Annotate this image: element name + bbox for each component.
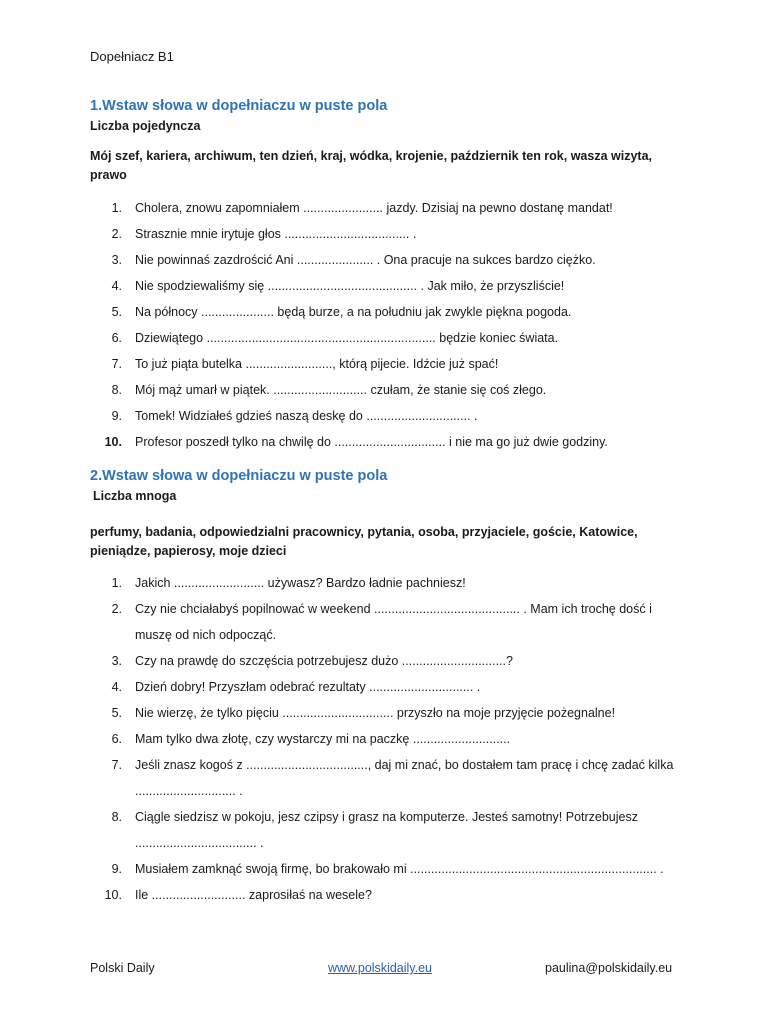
item-text: Czy nie chciałabyś popilnować w weekend .......................................... . Mam ich trochę dość i muszę od nich odpocząć. bbox=[135, 602, 652, 642]
footer-email: paulina@polskidaily.eu bbox=[545, 961, 673, 975]
exercise-item bbox=[90, 570, 680, 596]
item-text: Czy na prawdę do szczęścia potrzebujesz dużo ..............................? bbox=[135, 654, 513, 668]
exercise-item bbox=[90, 429, 680, 455]
exercise-list bbox=[90, 195, 690, 455]
footer-brand: Polski Daily bbox=[90, 961, 155, 975]
item-number: 1. bbox=[111, 576, 122, 590]
exercise-item bbox=[90, 247, 680, 273]
item-number: 5. bbox=[111, 305, 122, 319]
item-text: Cholera, znowu zapomniałem ....................... jazdy. Dzisiaj na pewno dostanę mandat! bbox=[135, 201, 613, 215]
item-number: 5. bbox=[111, 706, 122, 720]
item-text: Mam tylko dwa złotę, czy wystarczy mi na paczkę ............................ bbox=[135, 732, 511, 746]
exercise-item bbox=[90, 221, 680, 247]
exercise-item bbox=[90, 752, 680, 804]
exercise-item bbox=[90, 882, 680, 908]
item-number: 1. bbox=[111, 201, 122, 215]
item-text: To już piąta butelka ........................., którą pijecie. Idźcie już spać! bbox=[135, 357, 499, 371]
word-bank: perfumy, badania, odpowiedzialni pracownicy, pytania, osoba, przyjaciele, goście, Katowice, pieniądze, papierosy, moje dzieci bbox=[90, 525, 638, 558]
exercise-item bbox=[90, 804, 680, 856]
item-text: Musiałem zamknąć swoją firmę, bo brakowało mi ....................................................................... . bbox=[135, 862, 664, 876]
exercise-item bbox=[90, 351, 680, 377]
item-number: 10. bbox=[104, 888, 122, 902]
item-text: Nie spodziewaliśmy się ........................................... . Jak miło, że przyszliście! bbox=[135, 279, 565, 293]
item-number: 4. bbox=[111, 279, 122, 293]
item-number: 9. bbox=[111, 409, 122, 423]
exercise-item bbox=[90, 377, 680, 403]
section-heading: 2.Wstaw słowa w dopełniaczu w puste pola bbox=[90, 468, 388, 484]
item-number: 2. bbox=[111, 602, 122, 616]
item-text: Ile ........................... zaprosiłaś na wesele? bbox=[135, 888, 372, 902]
exercise-item bbox=[90, 325, 680, 351]
item-text: Strasznie mnie irytuje głos .................................... . bbox=[135, 227, 417, 241]
section-subheading: Liczba pojedyncza bbox=[90, 119, 201, 133]
section-plural bbox=[90, 467, 690, 908]
item-text: Dzień dobry! Przyszłam odebrać rezultaty .............................. . bbox=[135, 680, 481, 694]
item-text: Na północy ..................... będą burze, a na południu jak zwykle piękna pogoda. bbox=[135, 305, 572, 319]
exercise-item bbox=[90, 273, 680, 299]
item-text: Profesor poszedł tylko na chwilę do ................................ i nie ma go już dwie godziny. bbox=[135, 435, 608, 449]
section-heading: 1.Wstaw słowa w dopełniaczu w puste pola bbox=[90, 98, 388, 114]
item-number: 3. bbox=[111, 654, 122, 668]
exercise-item bbox=[90, 195, 680, 221]
item-number: 10. bbox=[104, 435, 122, 449]
section-singular bbox=[90, 97, 690, 455]
exercise-item bbox=[90, 648, 680, 674]
exercise-item bbox=[90, 299, 680, 325]
item-text: Jeśli znasz kogoś z ..................................., daj mi znać, bo dostałem tam pracę i chcę zadać kilka ............................. . bbox=[135, 758, 674, 798]
item-text: Ciągle siedzisz w pokoju, jesz czipsy i grasz na komputerze. Jesteś samotny! Potrzebujesz ................................... . bbox=[135, 810, 638, 850]
exercise-item bbox=[90, 726, 680, 752]
item-number: 7. bbox=[111, 357, 122, 371]
item-text: Jakich .......................... używasz? Bardzo ładnie pachniesz! bbox=[135, 576, 466, 590]
item-text: Dziewiątego .................................................................. będzie koniec świata. bbox=[135, 331, 559, 345]
item-number: 8. bbox=[111, 810, 122, 824]
item-text: Nie powinnaś zazdrościć Ani ...................... . Ona pracuje na sukces bardzo ciężko. bbox=[135, 253, 596, 267]
item-number: 6. bbox=[111, 331, 122, 345]
exercise-item bbox=[90, 674, 680, 700]
item-number: 9. bbox=[111, 862, 122, 876]
item-number: 7. bbox=[111, 758, 122, 772]
item-text: Mój mąż umarł w piątek. ........................... czułam, że stanie się coś złego. bbox=[135, 383, 547, 397]
item-number: 2. bbox=[111, 227, 122, 241]
item-number: 3. bbox=[111, 253, 122, 267]
exercise-item bbox=[90, 403, 680, 429]
exercise-item bbox=[90, 856, 680, 882]
exercise-item bbox=[90, 596, 680, 648]
item-number: 8. bbox=[111, 383, 122, 397]
footer-website-link[interactable]: www.polskidaily.eu bbox=[328, 961, 432, 975]
item-text: Tomek! Widziałeś gdzieś naszą deskę do .............................. . bbox=[135, 409, 478, 423]
item-number: 4. bbox=[111, 680, 122, 694]
item-number: 6. bbox=[111, 732, 122, 746]
exercise-item bbox=[90, 700, 680, 726]
word-bank: Mój szef, kariera, archiwum, ten dzień, kraj, wódka, krojenie, październik ten rok, wasza wizyta, prawo bbox=[90, 149, 652, 182]
document-header: Dopełniacz B1 bbox=[90, 49, 174, 64]
section-subheading: Liczba mnoga bbox=[93, 489, 177, 503]
item-text: Nie wierzę, że tylko pięciu ................................ przyszło na moje przyjęcie pożegnalne! bbox=[135, 706, 616, 720]
exercise-list bbox=[90, 570, 690, 908]
